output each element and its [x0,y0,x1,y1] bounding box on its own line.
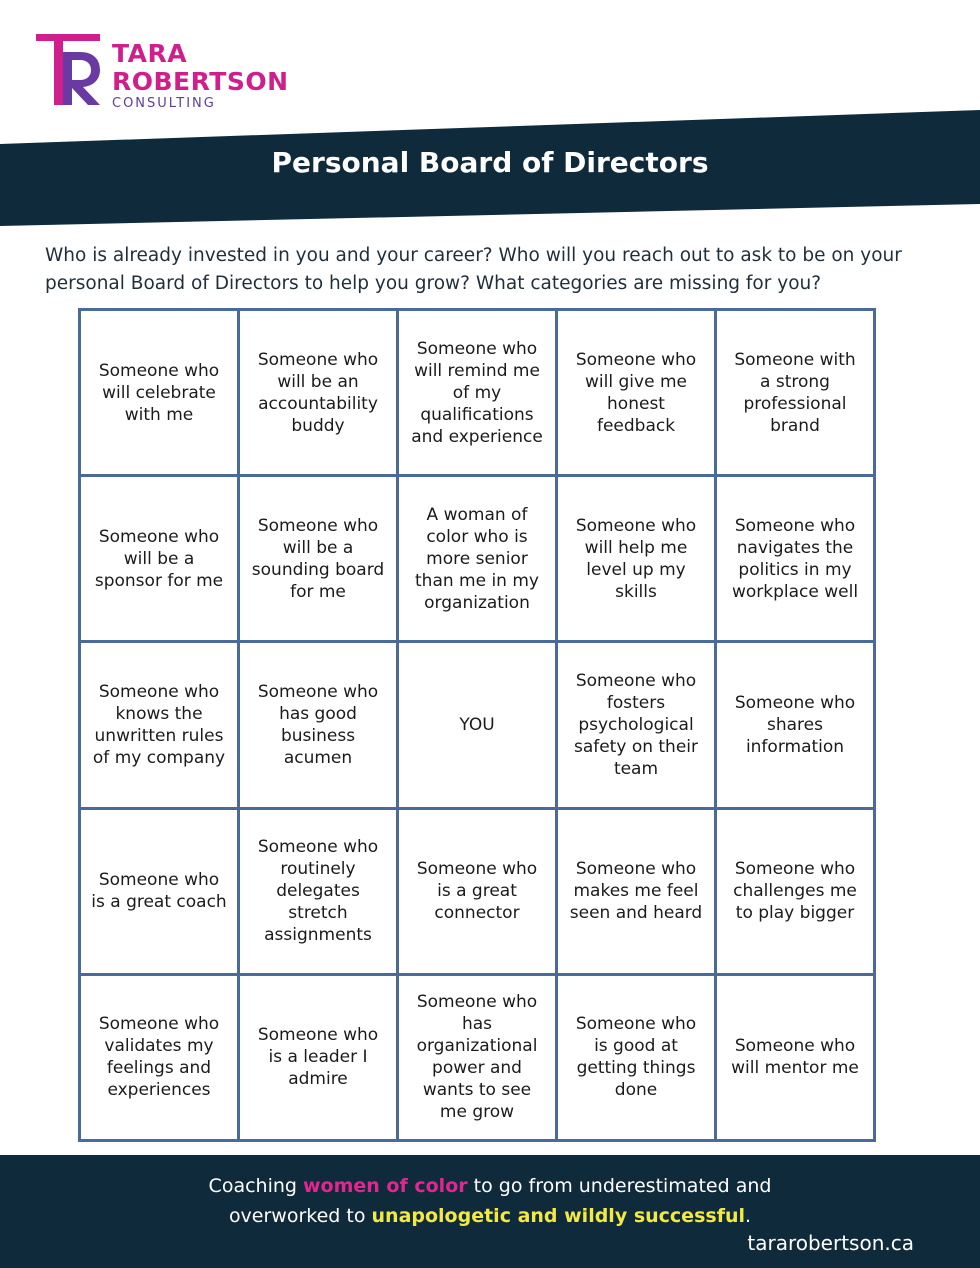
grid-cell: Someone who has good business acumen [240,643,399,809]
grid-cell: Someone who will mentor me [717,976,876,1142]
grid-cell: Someone who fosters psychological safety on their team [558,643,717,809]
tagline-part3: overworked to [228,1205,372,1227]
footer [0,1155,980,1268]
footer-tagline [0,1171,980,1231]
title-banner [0,110,980,226]
tagline-part4: . [745,1205,752,1227]
grid-cell: Someone who navigates the politics in my workplace well [717,477,876,643]
grid-cell: Someone who makes me feel seen and heard [558,810,717,976]
tr-monogram-icon [36,30,106,108]
grid-cell: Someone who validates my feelings and experiences [81,976,240,1142]
grid-cell: Someone who routinely delegates stretch assignments [240,810,399,976]
grid-cell: Someone who has organizational power and wants to see me grow [399,976,558,1142]
grid-cell: Someone who will give me honest feedback [558,311,717,477]
website-link[interactable]: tararobertson.ca [747,1231,914,1255]
tagline-highlight-successful: unapologetic and wildly successful [371,1205,745,1227]
tagline-part1: Coaching [208,1175,303,1197]
grid-cell: Someone who challenges me to play bigger [717,810,876,976]
grid-cell: Someone who is a great connector [399,810,558,976]
intro-text: Who is already invested in you and your career? Who will you reach out to ask to be on your personal Board of Directors to help you grow? What categories are missing for you? [45,245,902,294]
logo-text-robertson: ROBERTSON [112,67,289,96]
grid-cell: Someone who shares information [717,643,876,809]
tagline-highlight-women-of-color: women of color [303,1175,468,1197]
grid-cell: Someone with a strong professional brand [717,311,876,477]
logo-text-tara: TARA [112,39,188,68]
grid-cell: Someone who will help me level up my skills [558,477,717,643]
grid-cell: Someone who is a great coach [81,810,240,976]
grid-cell: Someone who will be an accountability buddy [240,311,399,477]
grid-cell: Someone who will be a sponsor for me [81,477,240,643]
grid-cell: Someone who will be a sounding board for me [240,477,399,643]
company-logo [36,30,296,112]
page-title: Personal Board of Directors [271,146,709,179]
grid-cell: Someone who is good at getting things done [558,976,717,1142]
grid-cell: Someone who is a leader I admire [240,976,399,1142]
grid-cell: Someone who knows the unwritten rules of my company [81,643,240,809]
board-grid [78,308,876,1142]
grid-cell: Someone who will celebrate with me [81,311,240,477]
tagline-part2: to go from underestimated and [467,1175,772,1197]
grid-cell-center-you: YOU [399,643,558,809]
logo-text-consulting: CONSULTING [112,96,216,111]
grid-cell: Someone who will remind me of my qualifications and experience [399,311,558,477]
grid-cell: A woman of color who is more senior than me in my organization [399,477,558,643]
